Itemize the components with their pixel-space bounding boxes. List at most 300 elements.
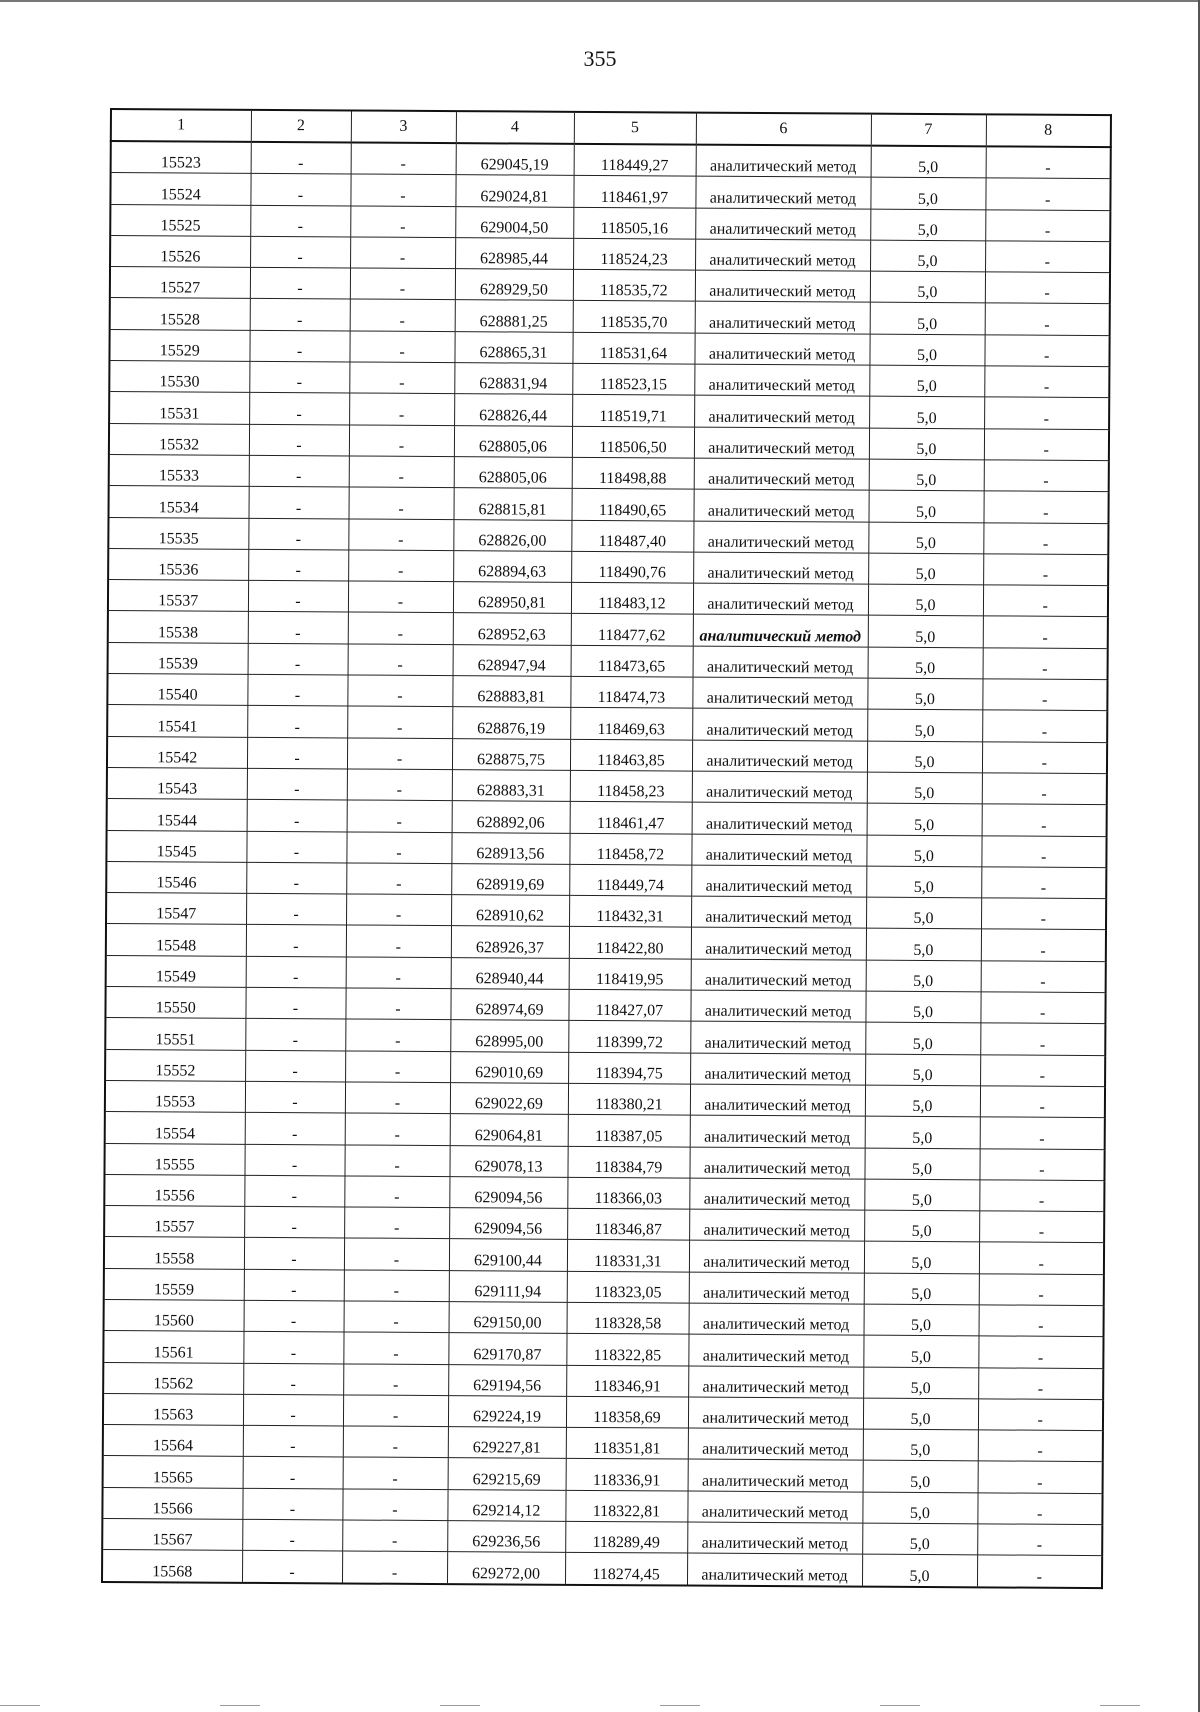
col8-cell: - <box>986 146 1111 179</box>
col2-cell: - <box>246 862 346 894</box>
method-cell: аналитический метод <box>693 521 868 553</box>
col2-cell: - <box>250 268 350 300</box>
column-header: 7 <box>871 114 986 147</box>
method-cell: аналитический метод <box>695 239 870 271</box>
method-cell: аналитический метод <box>689 1209 864 1241</box>
point-number-cell: 15553 <box>105 1080 245 1112</box>
col3-cell: - <box>342 1489 447 1521</box>
col2-cell: - <box>243 1332 343 1364</box>
col2-cell: - <box>243 1394 343 1426</box>
method-cell: аналитический метод <box>689 1147 864 1179</box>
x-coordinate-cell: 629094,56 <box>449 1176 567 1208</box>
col3-cell: - <box>345 1019 450 1051</box>
col3-cell: - <box>342 1551 447 1583</box>
y-coordinate-cell: 118469,63 <box>570 708 692 740</box>
method-cell: аналитический метод <box>692 740 867 772</box>
method-cell: аналитический метод <box>687 1491 862 1523</box>
accuracy-cell: 5,0 <box>866 835 981 867</box>
y-coordinate-cell: 118346,91 <box>566 1365 688 1397</box>
method-cell: аналитический метод <box>693 552 868 584</box>
point-number-cell: 15545 <box>106 830 246 862</box>
point-number-cell: 15532 <box>109 423 249 455</box>
y-coordinate-cell: 118505,16 <box>573 207 695 239</box>
col2-cell: - <box>243 1457 343 1489</box>
x-coordinate-cell: 629227,81 <box>448 1427 566 1459</box>
col3-cell: - <box>344 1301 449 1333</box>
col8-cell: - <box>984 429 1109 461</box>
col3-cell: - <box>350 268 455 300</box>
col8-cell: - <box>979 1180 1104 1212</box>
x-coordinate-cell: 629236,56 <box>447 1521 565 1553</box>
y-coordinate-cell: 118531,64 <box>572 332 694 364</box>
accuracy-cell: 5,0 <box>867 803 982 835</box>
point-number-cell: 15526 <box>110 235 250 267</box>
point-number-cell: 15524 <box>110 173 250 205</box>
method-cell: аналитический метод <box>694 364 869 396</box>
accuracy-cell: 5,0 <box>866 960 981 992</box>
col3-cell: - <box>347 800 452 832</box>
col2-cell: - <box>244 1144 344 1176</box>
table-row <box>102 1550 1102 1588</box>
col3-cell: - <box>349 331 454 363</box>
method-cell: аналитический метод <box>691 896 866 928</box>
col3-cell: - <box>346 925 451 957</box>
method-cell: аналитический метод <box>691 927 866 959</box>
col3-cell: - <box>345 1051 450 1083</box>
x-coordinate-cell: 629215,69 <box>448 1458 566 1490</box>
x-coordinate-cell: 629010,69 <box>450 1051 568 1083</box>
col8-cell: - <box>980 1054 1105 1086</box>
point-number-cell: 15559 <box>104 1268 244 1300</box>
col2-cell: - <box>245 1050 345 1082</box>
column-header: 5 <box>574 112 696 145</box>
x-coordinate-cell: 628940,44 <box>451 957 569 989</box>
col2-cell: - <box>250 205 350 237</box>
x-coordinate-cell: 628883,31 <box>452 770 570 802</box>
x-coordinate-cell: 628815,81 <box>453 488 571 520</box>
col3-cell: - <box>342 1520 447 1552</box>
col3-cell: - <box>343 1426 448 1458</box>
x-coordinate-cell: 629094,56 <box>449 1208 567 1240</box>
col3-cell: - <box>345 988 450 1020</box>
col8-cell: - <box>985 272 1110 304</box>
col2-cell: - <box>250 236 350 268</box>
col3-cell: - <box>347 706 452 738</box>
point-number-cell: 15557 <box>104 1206 244 1238</box>
accuracy-cell: 5,0 <box>867 678 982 710</box>
col2-cell: - <box>247 706 347 738</box>
col8-cell: - <box>983 616 1108 648</box>
col2-cell: - <box>246 956 346 988</box>
col2-cell: - <box>249 424 349 456</box>
x-coordinate-cell: 628995,00 <box>450 1020 568 1052</box>
col3-cell: - <box>348 581 453 613</box>
col3-cell: - <box>348 644 453 676</box>
method-cell: аналитический метод <box>692 802 867 834</box>
y-coordinate-cell: 118394,75 <box>568 1052 690 1084</box>
point-number-cell: 15534 <box>109 486 249 518</box>
col2-cell: - <box>248 643 348 675</box>
col8-cell: - <box>983 554 1108 586</box>
point-number-cell: 15561 <box>103 1331 243 1363</box>
method-cell: аналитический метод <box>693 583 868 615</box>
accuracy-cell: 5,0 <box>866 929 981 961</box>
accuracy-cell: 5,0 <box>868 584 983 616</box>
point-number-cell: 15564 <box>103 1425 243 1457</box>
x-coordinate-cell: 629100,44 <box>449 1239 567 1271</box>
x-coordinate-cell: 628881,25 <box>455 300 573 332</box>
method-cell: аналитический метод <box>695 270 870 302</box>
y-coordinate-cell: 118524,23 <box>573 238 695 270</box>
y-coordinate-cell: 118387,05 <box>568 1115 690 1147</box>
col3-cell: - <box>347 738 452 770</box>
point-number-cell: 15568 <box>102 1550 242 1583</box>
col8-cell: - <box>982 804 1107 836</box>
col2-cell: - <box>248 612 348 644</box>
point-number-cell: 15551 <box>105 1018 245 1050</box>
scan-edge-bottom <box>0 1705 1200 1706</box>
col2-cell: - <box>249 455 349 487</box>
accuracy-cell: 5,0 <box>868 647 983 679</box>
accuracy-cell: 5,0 <box>871 146 986 178</box>
accuracy-cell: 5,0 <box>870 240 985 272</box>
x-coordinate-cell: 629224,19 <box>448 1395 566 1427</box>
y-coordinate-cell: 118323,05 <box>567 1271 689 1303</box>
col3-cell: - <box>349 425 454 457</box>
col2-cell: - <box>248 487 348 519</box>
x-coordinate-cell: 629022,69 <box>450 1083 568 1115</box>
accuracy-cell: 5,0 <box>867 772 982 804</box>
col8-cell: - <box>979 1274 1104 1306</box>
point-number-cell: 15536 <box>108 548 248 580</box>
col2-cell: - <box>247 737 347 769</box>
x-coordinate-cell: 628974,69 <box>450 989 568 1021</box>
col2-cell: - <box>247 800 347 832</box>
col3-cell: - <box>344 1270 449 1302</box>
accuracy-cell: 5,0 <box>862 1523 977 1555</box>
accuracy-cell: 5,0 <box>864 1148 979 1180</box>
col2-cell: - <box>243 1363 343 1395</box>
col3-cell: - <box>350 299 455 331</box>
x-coordinate-cell: 629045,19 <box>456 143 574 176</box>
method-cell: аналитический метод <box>694 458 869 490</box>
col2-cell: - <box>246 831 346 863</box>
col2-cell: - <box>248 549 348 581</box>
method-cell: аналитический метод <box>694 427 869 459</box>
y-coordinate-cell: 118366,03 <box>567 1177 689 1209</box>
y-coordinate-cell: 118331,31 <box>567 1240 689 1272</box>
y-coordinate-cell: 118384,79 <box>567 1146 689 1178</box>
y-coordinate-cell: 118458,72 <box>569 833 691 865</box>
method-cell: аналитический метод <box>688 1334 863 1366</box>
col8-cell: - <box>980 1086 1105 1118</box>
point-number-cell: 15565 <box>103 1456 243 1488</box>
method-cell: аналитический метод <box>692 677 867 709</box>
col2-cell: - <box>244 1269 344 1301</box>
accuracy-cell: 5,0 <box>865 1116 980 1148</box>
col8-cell: - <box>980 992 1105 1024</box>
y-coordinate-cell: 118473,65 <box>571 645 693 677</box>
point-number-cell: 15523 <box>111 141 251 174</box>
accuracy-cell: 5,0 <box>868 522 983 554</box>
col8-cell: - <box>978 1399 1103 1431</box>
x-coordinate-cell: 628919,69 <box>451 863 569 895</box>
x-coordinate-cell: 628831,94 <box>454 363 572 395</box>
column-header: 8 <box>986 114 1111 147</box>
col8-cell: - <box>981 835 1106 867</box>
col8-cell: - <box>982 773 1107 805</box>
method-cell: аналитический метод <box>690 990 865 1022</box>
accuracy-cell: 5,0 <box>868 553 983 585</box>
col8-cell: - <box>981 929 1106 961</box>
col8-cell: - <box>978 1430 1103 1462</box>
method-cell: аналитический метод <box>690 1084 865 1116</box>
point-number-cell: 15552 <box>105 1049 245 1081</box>
point-number-cell: 15543 <box>107 767 247 799</box>
col3-cell: - <box>349 393 454 425</box>
point-number-cell: 15527 <box>110 267 250 299</box>
accuracy-cell: 5,0 <box>862 1554 977 1586</box>
point-number-cell: 15558 <box>104 1237 244 1269</box>
y-coordinate-cell: 118461,97 <box>573 176 695 208</box>
col2-cell: - <box>245 987 345 1019</box>
col2-cell: - <box>250 174 350 206</box>
col8-cell: - <box>985 303 1110 335</box>
point-number-cell: 15548 <box>106 924 246 956</box>
point-number-cell: 15563 <box>103 1393 243 1425</box>
y-coordinate-cell: 118328,58 <box>567 1302 689 1334</box>
column-header: 1 <box>111 109 251 142</box>
col2-cell: - <box>249 330 349 362</box>
point-number-cell: 15546 <box>106 861 246 893</box>
col8-cell: - <box>978 1336 1103 1368</box>
accuracy-cell: 5,0 <box>863 1461 978 1493</box>
method-cell: аналитический метод <box>693 646 868 678</box>
y-coordinate-cell: 118474,73 <box>570 676 692 708</box>
y-coordinate-cell: 118498,88 <box>572 457 694 489</box>
y-coordinate-cell: 118535,72 <box>573 270 695 302</box>
col3-cell: - <box>345 1082 450 1114</box>
col2-cell: - <box>247 674 347 706</box>
y-coordinate-cell: 118358,69 <box>566 1396 688 1428</box>
col3-cell: - <box>348 550 453 582</box>
accuracy-cell: 5,0 <box>866 866 981 898</box>
method-cell: аналитический метод <box>691 834 866 866</box>
col8-cell: - <box>979 1242 1104 1274</box>
col8-cell: - <box>977 1493 1102 1525</box>
x-coordinate-cell: 628926,37 <box>451 926 569 958</box>
col2-cell: - <box>247 768 347 800</box>
col8-cell: - <box>978 1461 1103 1493</box>
accuracy-cell: 5,0 <box>865 1054 980 1086</box>
method-cell: аналитический метод <box>690 1053 865 1085</box>
col8-cell: - <box>979 1305 1104 1337</box>
method-cell: аналитический метод <box>692 771 867 803</box>
point-number-cell: 15533 <box>109 454 249 486</box>
col2-cell: - <box>244 1300 344 1332</box>
col3-cell: - <box>348 519 453 551</box>
method-cell: аналитический метод <box>690 1021 865 1053</box>
accuracy-cell: 5,0 <box>867 709 982 741</box>
y-coordinate-cell: 118490,76 <box>571 551 693 583</box>
y-coordinate-cell: 118427,07 <box>568 989 690 1021</box>
x-coordinate-cell: 628910,62 <box>451 895 569 927</box>
coordinates-table <box>101 108 1112 1589</box>
col3-cell: - <box>344 1144 449 1176</box>
accuracy-cell: 5,0 <box>864 1304 979 1336</box>
col3-cell: - <box>351 142 456 174</box>
col2-cell: - <box>244 1206 344 1238</box>
col3-cell: - <box>350 206 455 238</box>
col2-cell: - <box>248 581 348 613</box>
accuracy-cell: 5,0 <box>863 1367 978 1399</box>
col3-cell: - <box>350 174 455 206</box>
col8-cell: - <box>985 178 1110 210</box>
y-coordinate-cell: 118351,81 <box>566 1427 688 1459</box>
scan-edge-top <box>0 0 1200 2</box>
col3-cell: - <box>347 675 452 707</box>
x-coordinate-cell: 628826,44 <box>454 394 572 426</box>
col3-cell: - <box>346 831 451 863</box>
col3-cell: - <box>344 1176 449 1208</box>
x-coordinate-cell: 629150,00 <box>449 1302 567 1334</box>
y-coordinate-cell: 118483,12 <box>571 582 693 614</box>
method-cell: аналитический метод <box>687 1553 862 1586</box>
point-number-cell: 15525 <box>110 204 250 236</box>
accuracy-cell: 5,0 <box>870 209 985 241</box>
accuracy-cell: 5,0 <box>869 334 984 366</box>
col2-cell: - <box>250 299 350 331</box>
point-number-cell: 15537 <box>108 580 248 612</box>
point-number-cell: 15538 <box>108 611 248 643</box>
x-coordinate-cell: 629004,50 <box>455 206 573 238</box>
point-number-cell: 15540 <box>107 674 247 706</box>
x-coordinate-cell: 629024,81 <box>455 175 573 207</box>
method-cell: аналитический метод <box>692 708 867 740</box>
x-coordinate-cell: 628913,56 <box>451 832 569 864</box>
x-coordinate-cell: 629111,94 <box>449 1270 567 1302</box>
col8-cell: - <box>983 491 1108 523</box>
point-number-cell: 15547 <box>106 893 246 925</box>
x-coordinate-cell: 628894,63 <box>453 550 571 582</box>
y-coordinate-cell: 118322,81 <box>565 1490 687 1522</box>
y-coordinate-cell: 118336,91 <box>566 1459 688 1491</box>
y-coordinate-cell: 118487,40 <box>571 520 693 552</box>
y-coordinate-cell: 118519,71 <box>572 395 694 427</box>
x-coordinate-cell: 629272,00 <box>447 1552 565 1585</box>
y-coordinate-cell: 118506,50 <box>572 426 694 458</box>
method-cell: аналитический метод <box>694 333 869 365</box>
accuracy-cell: 5,0 <box>863 1429 978 1461</box>
method-cell: аналитический метод <box>695 176 870 208</box>
method-cell: аналитический метод <box>691 865 866 897</box>
col8-cell: - <box>985 241 1110 273</box>
method-cell: аналитический метод <box>695 302 870 334</box>
col3-cell: - <box>344 1207 449 1239</box>
accuracy-cell: 5,0 <box>870 177 985 209</box>
accuracy-cell: 5,0 <box>865 1085 980 1117</box>
x-coordinate-cell: 628876,19 <box>452 707 570 739</box>
method-cell: аналитический метод <box>691 959 866 991</box>
point-number-cell: 15528 <box>110 298 250 330</box>
table-body <box>102 141 1111 1588</box>
col2-cell: - <box>245 1113 345 1145</box>
col3-cell: - <box>347 769 452 801</box>
method-cell: аналитический метод <box>694 395 869 427</box>
method-cell: аналитический метод <box>689 1303 864 1335</box>
method-cell: аналитический метод <box>688 1366 863 1398</box>
x-coordinate-cell: 628805,06 <box>454 425 572 457</box>
col3-cell: - <box>345 1113 450 1145</box>
page-number: 355 <box>583 46 617 71</box>
accuracy-cell: 5,0 <box>868 490 983 522</box>
accuracy-cell: 5,0 <box>863 1398 978 1430</box>
accuracy-cell: 5,0 <box>863 1335 978 1367</box>
col3-cell: - <box>348 487 453 519</box>
col2-cell: - <box>242 1488 342 1520</box>
accuracy-cell: 5,0 <box>869 428 984 460</box>
y-coordinate-cell: 118449,74 <box>569 864 691 896</box>
col8-cell: - <box>981 961 1106 993</box>
y-coordinate-cell: 118422,80 <box>569 927 691 959</box>
x-coordinate-cell: 628947,94 <box>453 644 571 676</box>
x-coordinate-cell: 629064,81 <box>450 1114 568 1146</box>
point-number-cell: 15529 <box>109 329 249 361</box>
col3-cell: - <box>350 237 455 269</box>
x-coordinate-cell: 628929,50 <box>455 269 573 301</box>
col2-cell: - <box>251 142 351 174</box>
col8-cell: - <box>983 648 1108 680</box>
column-header: 4 <box>456 111 574 144</box>
col2-cell: - <box>248 518 348 550</box>
y-coordinate-cell: 118449,27 <box>574 144 696 177</box>
x-coordinate-cell: 629194,56 <box>448 1364 566 1396</box>
y-coordinate-cell: 118477,62 <box>571 614 693 646</box>
col3-cell: - <box>343 1457 448 1489</box>
point-number-cell: 15562 <box>103 1362 243 1394</box>
column-header: 2 <box>251 110 351 143</box>
point-number-cell: 15541 <box>107 705 247 737</box>
x-coordinate-cell: 629078,13 <box>449 1145 567 1177</box>
y-coordinate-cell: 118535,70 <box>573 301 695 333</box>
col2-cell: - <box>245 1019 345 1051</box>
accuracy-cell: 5,0 <box>864 1273 979 1305</box>
point-number-cell: 15544 <box>107 799 247 831</box>
point-number-cell: 15567 <box>102 1519 242 1551</box>
point-number-cell: 15556 <box>104 1174 244 1206</box>
col8-cell: - <box>984 397 1109 429</box>
col8-cell: - <box>985 209 1110 241</box>
col8-cell: - <box>983 522 1108 554</box>
method-cell: аналитический метод <box>689 1178 864 1210</box>
col3-cell: - <box>346 957 451 989</box>
x-coordinate-cell: 628892,06 <box>452 801 570 833</box>
x-coordinate-cell: 628985,44 <box>455 238 573 270</box>
col8-cell: - <box>981 898 1106 930</box>
col8-cell: - <box>983 585 1108 617</box>
method-cell: аналитический метод <box>689 1240 864 1272</box>
point-number-cell: 15555 <box>104 1143 244 1175</box>
column-header: 3 <box>351 110 456 143</box>
point-number-cell: 15554 <box>105 1112 245 1144</box>
accuracy-cell: 5,0 <box>865 991 980 1023</box>
point-number-cell: 15550 <box>105 987 245 1019</box>
y-coordinate-cell: 118461,47 <box>570 802 692 834</box>
col8-cell: - <box>977 1524 1102 1556</box>
col8-cell: - <box>980 1117 1105 1149</box>
method-cell: аналитический метод <box>688 1397 863 1429</box>
col3-cell: - <box>346 894 451 926</box>
